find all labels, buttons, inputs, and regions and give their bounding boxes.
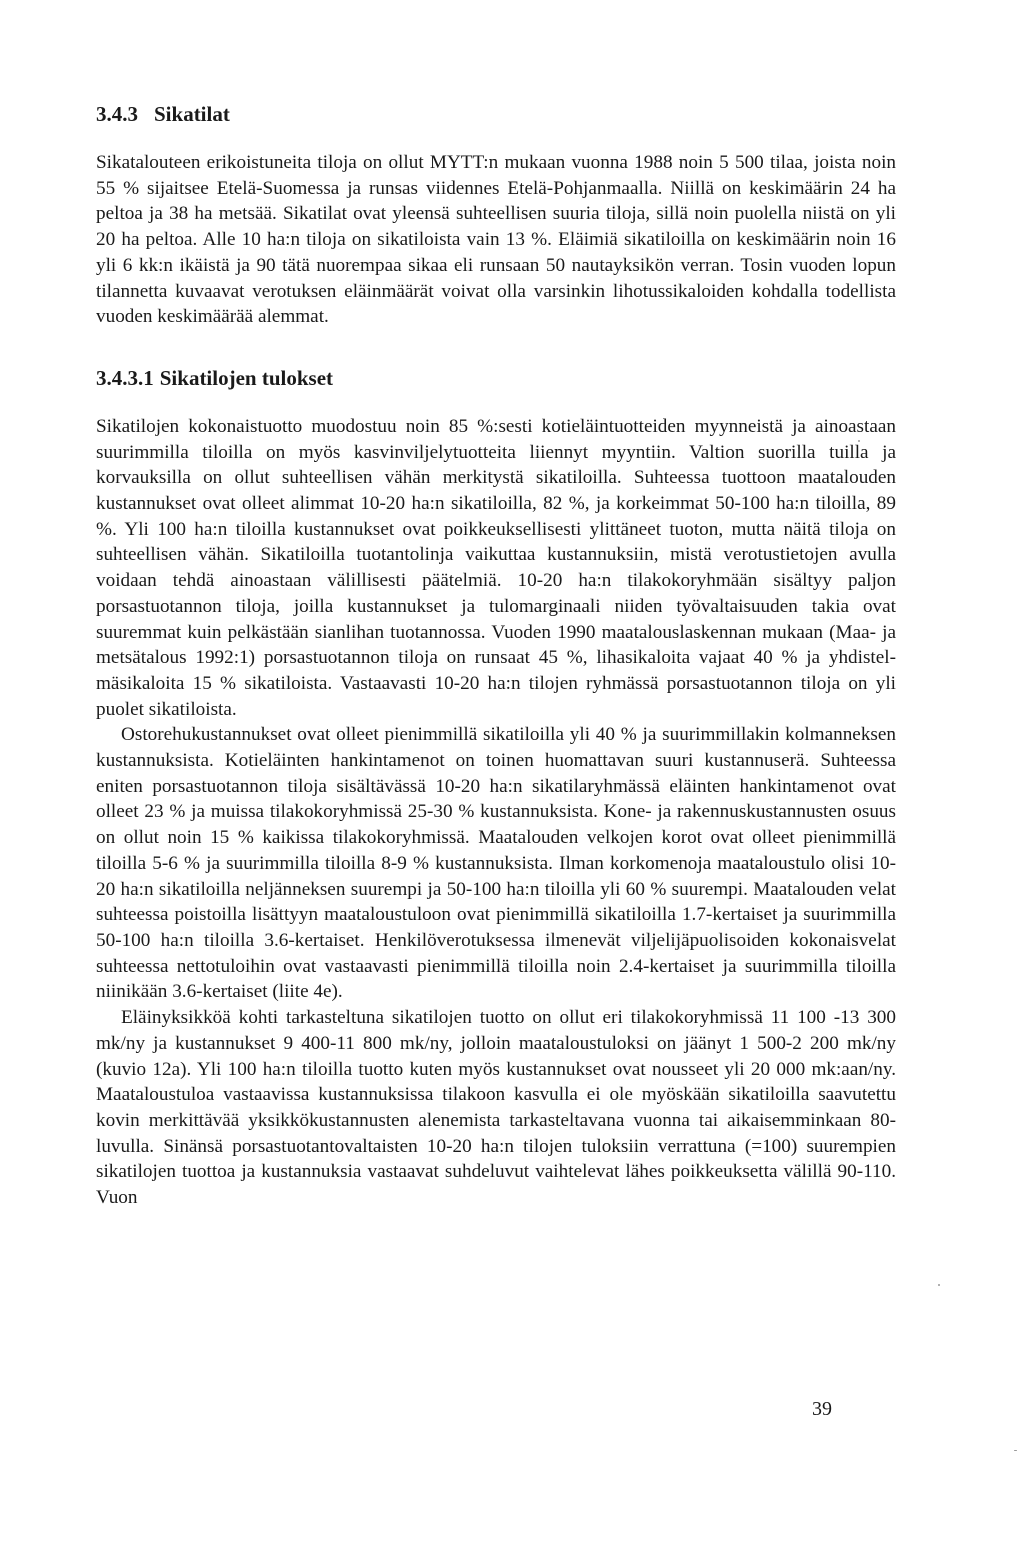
page-content <box>96 100 896 1211</box>
subsection-number: 3.4.3.1 <box>96 365 154 390</box>
scan-speck <box>1014 1450 1017 1451</box>
page-number: 39 <box>812 1398 832 1420</box>
subsection-title: Sikatilojen tulokset <box>159 365 334 390</box>
section-heading <box>96 100 896 128</box>
scan-speck <box>938 1284 940 1286</box>
intro-paragraph: Sikatalouteen erikoistuneita tiloja on ollut MYTT:n mukaan vuonna 1988 noin 5 500 tilaa, joista noin 55 % sijaitsee Etelä-Suomessa ja runsas viidennes Etelä-Pohjanmaalla. Niillä on keskimäärin 24 ha peltoa ja 38 ha metsää. Sikatilat ovat yleensä suhteellisen suuria tiloja, sillä noin puolella niistä on yli 20 ha peltoa. Alle 10 ha:n tiloja on sikatiloista vain 13 %. Eläimiä sikatiloilla on keskimäärin noin 16 yli 6 kk:n ikäistä ja 90 tätä nuorempaa sikaa eli runsaan 50 nautayksikön verran. Tosin vuoden lopun tilannetta kuvaavat verotuksen eläinmäärät voivat olla varsinkin lihotussikaloiden kohdalla todellista vuoden keskimäärää alemmat. <box>96 152 896 328</box>
scan-speck <box>858 440 860 442</box>
body-paragraph-2: Ostorehukustannukset ovat olleet pienimmillä sikatiloilla yli 40 % ja suurimmillakin kolmanneksen kustannuksista. Kotieläinten hankintamenot on toinen huomattavan suuri kustannuserä. Suhteessa eniten porsastuotannon tiloja sisältävässä 10-20 ha:n sikatilaryhmässä eläinten hankintamenot ovat olleet 23 % ja muissa tilakokoryhmissä 25-30 % kustannuksista. Kone- ja rakennuskustannusten osuus on ollut noin 15 % kaikissa tilakokoryhmissä. Maatalouden velkojen korot ovat olleet pienimmillä tiloilla 5-6 % ja suurimmilla tiloilla 8-9 % kustannuksista. Ilman korkomenoja maataloustulo olisi 10-20 ha:n sikatiloilla neljänneksen suurempi ja 50-100 ha:n tiloilla yli 60 % suurempi. Maatalouden velat suhteessa poistoilla lisättyyn maataloustuloon ovat pienimmillä sikatiloilla 1.7-kertaiset ja suurimmilla 50-100 ha:n tiloilla 3.6-kertaiset. Henkilöverotuksessa ilmenevät viljelijäpuolisoiden kokonaisvelat suhteessa nettotuloihin ovat vastaavasti pienimmillä tiloilla noin 2.4-kertaiset ja suurimmilla tiloilla niinikään 3.6-kertaiset (liite 4e). <box>96 724 896 1003</box>
body-paragraph-1: Sikatilojen kokonaistuotto muodostuu noin 85 %:sesti kotieläintuotteiden myynneistä ja ainoastaan suurimmilla tiloilla on myös kasvinviljelytuotteita liiennyt myyntiin. Valtion suorilla tuilla ja korvauksilla on ollut suhteellisen vähän merkitystä sikatiloilla. Suhteessa tuottoon maatalouden kustannukset ovat olleet alimmat 10-20 ha:n sikatiloilla, 82 %, ja korkeimmat 50-100 ha:n tiloilla, 89 %. Yli 100 ha:n tiloilla kustannukset ovat poikkeuksellisesti ylittäneet tuoton, mutta näitä tiloja on suhteellisen vähän. Sikatiloilla tuotantolinja vaikuttaa kustannuksiin, mistä verotustietojen avulla voidaan tehdä ainoastaan välillisesti päätelmiä. 10-20 ha:n tilakokoryhmään sisältyy paljon porsastuotannon tiloja, joilla kustannukset ja tulomarginaali niiden työvaltaisuuden takia ovat suuremmat kuin pelkästään sianlihan tuotannossa. Vuoden 1990 maatalouslaskennan mukaan (Maa- ja metsätalous 1992:1) porsastuotannon tiloja on runsaat 45 %, lihasikaloita vajaat 40 % ja yhdistelmäsikaloita 15 % sikatiloista. Vastaavasti 10-20 ha:n tilojen ryhmässä porsastuotannon tiloja on yli puolet sikatiloista. <box>96 415 896 720</box>
section-number: 3.4.3 <box>96 102 138 126</box>
body-paragraph-3: Eläinyksikköä kohti tarkasteltuna sikatilojen tuotto on ollut eri tilakokoryhmissä 11 100 -13 300 mk/ny ja kustannukset 9 400-11 800 mk/ny, jolloin maataloustuloksi on jäänyt 1 500-2 200 mk/ny (kuvio 12a). Yli 100 ha:n tiloilla tuotto kuten myös kustannukset ovat nousseet yli 20 000 mk:aan/ny. Maataloustuloa vastaavissa kustannuksissa tilakoon kasvulla ei ole myöskään sikatiloilla saavutettu kovin merkittävää yksikkökustannusten alenemista tarkasteltavana vuonna tai aikaisemminkaan 80-luvulla. Sinänsä porsastuotantovaltaisten 10-20 ha:n tilojen tuloksiin verrattuna (=100) suurempien sikatilojen tuottoa ja kustannuksia vastaavat suhdeluvut vaihtelevat lähes poikkeuksetta välillä 90-110. Vuon <box>96 1007 896 1209</box>
section-title: Sikatilat <box>154 102 230 126</box>
subsection-heading <box>96 364 896 392</box>
